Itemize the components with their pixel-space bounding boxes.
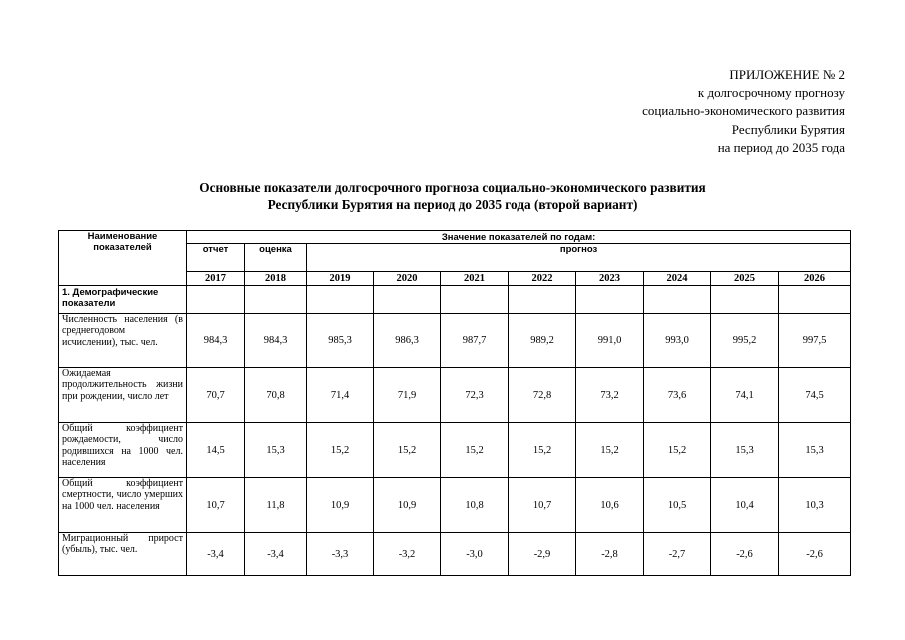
table-cell: 985,3: [307, 314, 374, 368]
forecast-header: прогноз: [307, 244, 851, 272]
table-cell: 73,2: [576, 368, 644, 423]
indicators-table: [58, 230, 851, 576]
title-line-2: Республики Бурятия на период до 2035 года (второй вариант): [267, 196, 638, 212]
table-cell: -3,4: [245, 533, 307, 576]
table-cell: 73,6: [644, 368, 711, 423]
table-cell: 987,7: [441, 314, 509, 368]
table-row: [59, 423, 851, 478]
year-header: 2018: [245, 272, 307, 286]
table-cell: 10,7: [187, 478, 245, 533]
year-header: 2025: [711, 272, 779, 286]
year-header: 2026: [779, 272, 851, 286]
table-cell: 15,3: [245, 423, 307, 478]
table-cell: 10,5: [644, 478, 711, 533]
table-cell: 993,0: [644, 314, 711, 368]
year-header: 2021: [441, 272, 509, 286]
estimate-header: оценка: [245, 244, 307, 272]
document-title: [0, 180, 905, 213]
table-cell: 72,8: [509, 368, 576, 423]
year-header: 2023: [576, 272, 644, 286]
row-name: Общий коэффициент рождаемости, число родившихся на 1000 чел. населения: [59, 423, 187, 478]
table-cell: 991,0: [576, 314, 644, 368]
table-cell: 10,4: [711, 478, 779, 533]
year-header: 2022: [509, 272, 576, 286]
table-cell: -2,9: [509, 533, 576, 576]
year-header: 2020: [374, 272, 441, 286]
appendix-line: к долгосрочному прогнозу: [697, 85, 845, 101]
report-header: отчет: [187, 244, 245, 272]
table-cell: 74,5: [779, 368, 851, 423]
appendix-line: Республики Бурятия: [731, 121, 845, 137]
table-row: [59, 314, 851, 368]
table-cell: 11,8: [245, 478, 307, 533]
table-cell: -3,2: [374, 533, 441, 576]
year-header: 2019: [307, 272, 374, 286]
table-cell: 15,2: [509, 423, 576, 478]
table-cell: 71,9: [374, 368, 441, 423]
table-cell: 10,3: [779, 478, 851, 533]
table-cell: 15,2: [644, 423, 711, 478]
table-cell: 10,8: [441, 478, 509, 533]
table-row: [59, 478, 851, 533]
row-name: Общий коэффициент смертности, число умерших на 1000 чел. населения: [59, 478, 187, 533]
section-row: [59, 286, 851, 314]
appendix-line: ПРИЛОЖЕНИЕ № 2: [729, 67, 845, 82]
table-cell: 15,2: [441, 423, 509, 478]
table-cell: 72,3: [441, 368, 509, 423]
table-cell: 15,2: [576, 423, 644, 478]
table-cell: -2,7: [644, 533, 711, 576]
table-cell: -3,0: [441, 533, 509, 576]
year-header: 2017: [187, 272, 245, 286]
table-cell: 15,3: [779, 423, 851, 478]
appendix-header: [642, 66, 845, 157]
name-column-header: Наименование показателей: [59, 231, 187, 286]
appendix-line: социально-экономического развития: [642, 103, 845, 119]
table-cell: -3,4: [187, 533, 245, 576]
table-cell: 984,3: [187, 314, 245, 368]
table-cell: 984,3: [245, 314, 307, 368]
row-name: Ожидаемая продолжительность жизни при рождении, число лет: [59, 368, 187, 423]
table-cell: 15,2: [307, 423, 374, 478]
table-cell: -2,8: [576, 533, 644, 576]
section-title: 1. Демографические показатели: [59, 286, 187, 314]
table-cell: 14,5: [187, 423, 245, 478]
table-cell: 10,9: [374, 478, 441, 533]
table-cell: 10,9: [307, 478, 374, 533]
table-cell: 74,1: [711, 368, 779, 423]
row-name: Миграционный прирост (убыль), тыс. чел.: [59, 533, 187, 576]
table-cell: 10,6: [576, 478, 644, 533]
table-cell: 995,2: [711, 314, 779, 368]
table-cell: 70,8: [245, 368, 307, 423]
table-row: [59, 368, 851, 423]
table-cell: -2,6: [779, 533, 851, 576]
table-cell: 10,7: [509, 478, 576, 533]
table-cell: 71,4: [307, 368, 374, 423]
table-row: [59, 533, 851, 576]
table-cell: 986,3: [374, 314, 441, 368]
table-cell: 989,2: [509, 314, 576, 368]
table-cell: 15,3: [711, 423, 779, 478]
appendix-line: на период до 2035 года: [717, 139, 845, 155]
table-cell: -2,6: [711, 533, 779, 576]
table-cell: 15,2: [374, 423, 441, 478]
table-cell: 70,7: [187, 368, 245, 423]
title-line-1: Основные показатели долгосрочного прогноза социально-экономического развития: [199, 180, 706, 195]
year-header: 2024: [644, 272, 711, 286]
table-cell: -3,3: [307, 533, 374, 576]
row-name: Численность населения (в среднегодовом исчислении), тыс. чел.: [59, 314, 187, 368]
values-group-header: Значение показателей по годам:: [187, 231, 851, 244]
table-cell: 997,5: [779, 314, 851, 368]
